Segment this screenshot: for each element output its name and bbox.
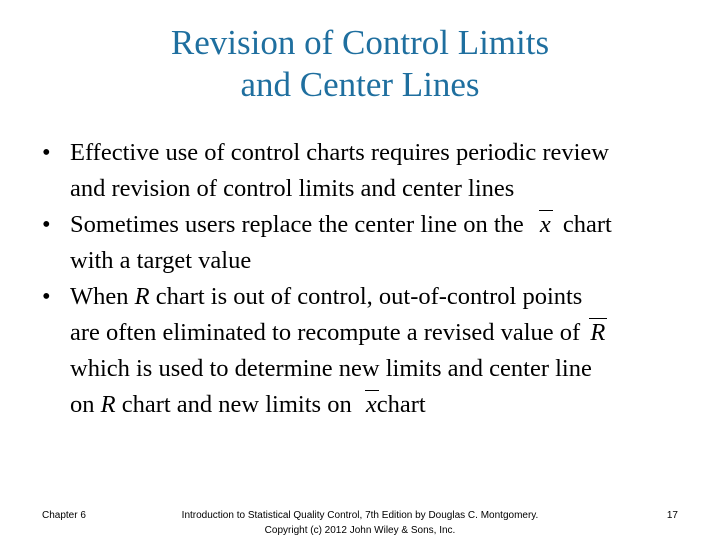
text-run: chart and new limits on: [115, 391, 358, 418]
bullet-3-line-1: [70, 279, 582, 315]
bullet-1: [42, 135, 702, 207]
r-symbol: R: [134, 283, 150, 310]
footer-citation-line-1: Introduction to Statistical Quality Control, 7th Edition by Douglas C. Montgomery.: [181, 510, 539, 521]
text-run: chart: [376, 391, 426, 418]
bullet-3: [42, 279, 702, 423]
bullet-marker: •: [42, 283, 51, 310]
bullet-3-line-3: [70, 351, 592, 387]
page-number: 17: [666, 510, 678, 521]
text-run: Effective use of control charts requires periodic review: [70, 139, 609, 166]
text-run: Sometimes users replace the center line on the: [70, 211, 530, 238]
text-run: When: [70, 283, 135, 310]
bullet-1-line-2: [70, 171, 514, 207]
bullet-3-line-2: [70, 315, 605, 351]
bullet-2-line-2: [70, 243, 251, 279]
slide-title: [0, 22, 720, 106]
text-run: on: [70, 391, 101, 418]
bullet-3-line-4: [70, 387, 426, 423]
x-bar-symbol: [540, 207, 551, 243]
overline: [365, 390, 379, 391]
text-run: which is used to determine new limits and center line: [70, 355, 592, 382]
text-run: and revision of control limits and center lines: [70, 175, 515, 202]
text-run: are often eliminated to recompute a revised value of: [70, 319, 587, 346]
bullet-2-line-1: [70, 207, 612, 243]
footer-citation: [130, 508, 590, 538]
symbol-letter: R: [590, 319, 606, 346]
x-bar-symbol: [366, 387, 377, 423]
slide-title-line-1: Revision of Control Limits: [170, 23, 550, 62]
symbol-letter: x: [365, 391, 377, 418]
slide-title-line-2: and Center Lines: [240, 65, 480, 104]
text-run: chart: [556, 211, 612, 238]
overline: [589, 318, 607, 319]
bullet-marker: •: [42, 211, 51, 238]
r-bar-symbol: [590, 315, 605, 351]
overline: [539, 210, 553, 211]
footer-citation-line-2: Copyright (c) 2012 John Wiley & Sons, Inc.: [264, 525, 456, 536]
footer-chapter: Chapter 6: [42, 510, 86, 521]
bullet-1-line-1: [70, 135, 609, 171]
text-run: with a target value: [70, 247, 252, 274]
r-symbol: R: [100, 391, 116, 418]
bullet-2: [42, 207, 702, 279]
text-run: chart is out of control, out-of-control points: [149, 283, 583, 310]
symbol-letter: x: [539, 211, 551, 238]
bullet-marker: •: [42, 139, 51, 166]
